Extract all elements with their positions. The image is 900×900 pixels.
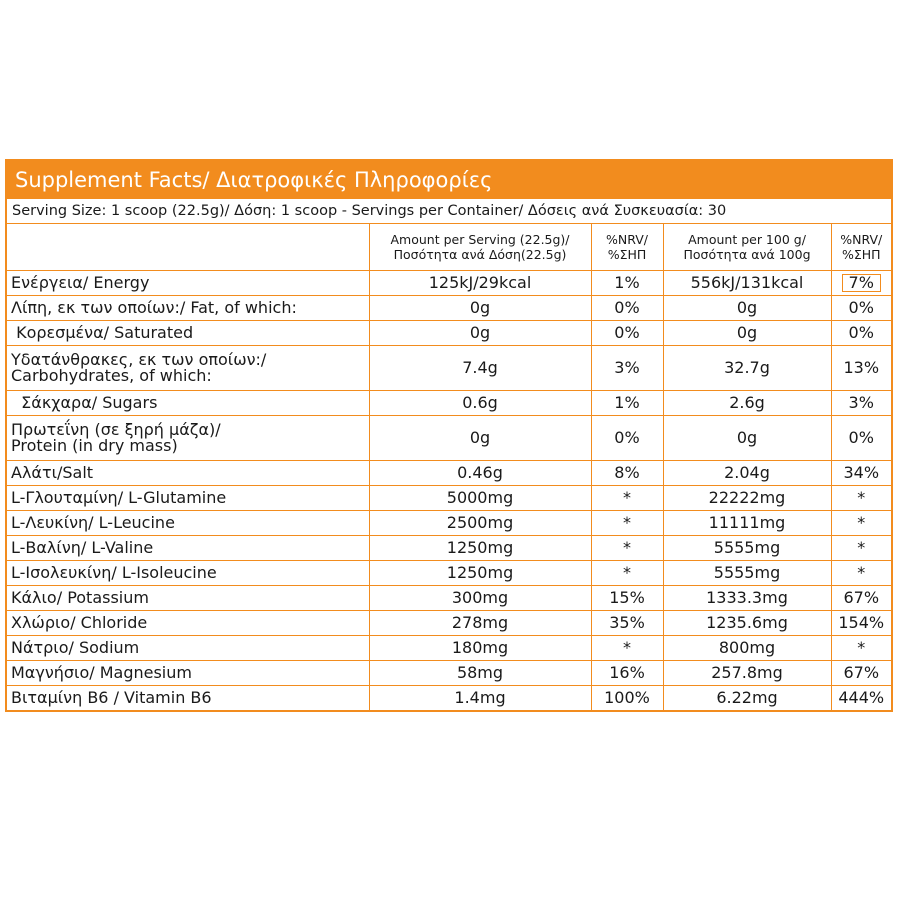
- amount-per-100g: [663, 561, 831, 586]
- nrv-per-100g-value: 444%: [838, 688, 885, 707]
- label-title: Supplement Facts/ Διατροφικές Πληροφορίες: [7, 161, 891, 199]
- nutrient-name-line1: Λίπη, εκ των οποίων:/ Fat, of which:: [11, 298, 297, 317]
- nrv-per-100g-value: 13%: [843, 358, 880, 377]
- amount-per-serving: [369, 296, 591, 321]
- header-per-serving-line1: Amount per Serving (22.5g)/: [390, 232, 570, 247]
- nutrient-name: [7, 321, 369, 346]
- amount-per-serving: [369, 661, 591, 686]
- nrv-per-serving: [591, 461, 663, 486]
- nrv-per-100g-value: 3%: [848, 393, 874, 412]
- nrv-per-100g-value: *: [857, 538, 866, 557]
- amount-per-100g-value: 2.04g: [724, 463, 770, 482]
- amount-per-serving-value: 0.6g: [462, 393, 498, 412]
- nrv-per-serving: [591, 346, 663, 391]
- nrv-per-serving: [591, 416, 663, 461]
- amount-per-100g-value: 556kJ/131kcal: [690, 273, 804, 292]
- nrv-per-100g: [831, 686, 891, 711]
- nrv-per-serving-value: *: [623, 488, 631, 507]
- nutrient-name: [7, 611, 369, 636]
- amount-per-100g: [663, 661, 831, 686]
- header-nrv-serving: [591, 224, 663, 271]
- amount-per-100g: [663, 686, 831, 711]
- nrv-per-100g-value: 7%: [842, 274, 881, 292]
- supplement-facts-label: [5, 159, 893, 712]
- nrv-per-100g: [831, 611, 891, 636]
- nutrient-name-line1: L-Ισολευκίνη/ L-Isoleucine: [11, 563, 217, 582]
- nrv-per-100g-value: *: [857, 563, 866, 582]
- amount-per-100g: [663, 486, 831, 511]
- nrv-per-serving: [591, 296, 663, 321]
- header-nrv-100g-line1: %NRV/: [840, 232, 883, 247]
- amount-per-100g: [663, 391, 831, 416]
- nutrient-name-line1: Κάλιο/ Potassium: [11, 588, 149, 607]
- amount-per-100g: [663, 511, 831, 536]
- amount-per-serving-value: 58mg: [456, 663, 504, 682]
- nrv-per-100g-value: 0%: [848, 323, 874, 342]
- amount-per-100g-value: 5555mg: [713, 563, 781, 582]
- nutrient-name: [7, 661, 369, 686]
- nutrient-name-line1: Βιταμίνη Β6 / Vitamin B6: [11, 688, 212, 707]
- nrv-per-serving: [591, 686, 663, 711]
- nrv-per-serving-value: 0%: [614, 298, 640, 317]
- table-row: [7, 586, 891, 611]
- nutrient-name: [7, 346, 369, 391]
- table-row: [7, 686, 891, 711]
- amount-per-100g-value: 1235.6mg: [706, 613, 788, 632]
- amount-per-serving: [369, 636, 591, 661]
- amount-per-serving-value: 0g: [469, 298, 491, 317]
- table-row: [7, 511, 891, 536]
- nrv-per-100g-value: 34%: [843, 463, 880, 482]
- nrv-per-serving: [591, 511, 663, 536]
- nutrient-name: [7, 296, 369, 321]
- nrv-per-100g: [831, 586, 891, 611]
- nutrient-name-line1: Σάκχαρα/ Sugars: [11, 393, 158, 412]
- amount-per-100g-value: 6.22mg: [716, 688, 778, 707]
- nutrient-name: [7, 536, 369, 561]
- nrv-per-serving: [591, 586, 663, 611]
- nrv-per-100g-value: *: [857, 488, 866, 507]
- nrv-per-100g: [831, 636, 891, 661]
- nutrient-name-line1: Ενέργεια/ Energy: [11, 273, 150, 292]
- nutrient-name-line1: Αλάτι/Salt: [11, 463, 94, 482]
- amount-per-100g: [663, 636, 831, 661]
- amount-per-100g: [663, 586, 831, 611]
- amount-per-serving-value: 5000mg: [446, 488, 514, 507]
- nutrient-name: [7, 561, 369, 586]
- nrv-per-serving: [591, 271, 663, 296]
- nutrient-name: [7, 461, 369, 486]
- amount-per-serving-value: 0.46g: [457, 463, 503, 482]
- amount-per-serving-value: 125kJ/29kcal: [428, 273, 532, 292]
- nrv-per-100g: [831, 486, 891, 511]
- amount-per-serving: [369, 461, 591, 486]
- amount-per-serving: [369, 686, 591, 711]
- amount-per-serving: [369, 271, 591, 296]
- amount-per-100g: [663, 346, 831, 391]
- amount-per-serving-value: 300mg: [451, 588, 509, 607]
- amount-per-serving: [369, 536, 591, 561]
- nrv-per-100g-value: *: [857, 513, 866, 532]
- amount-per-100g-value: 800mg: [718, 638, 776, 657]
- amount-per-100g: [663, 271, 831, 296]
- nutrient-name-line2: Carbohydrates, of which:: [11, 366, 212, 385]
- nrv-per-serving: [591, 536, 663, 561]
- nutrient-name-line2: Protein (in dry mass): [11, 436, 178, 455]
- nutrient-name-line1: Μαγνήσιο/ Magnesium: [11, 663, 192, 682]
- nrv-per-100g: [831, 461, 891, 486]
- amount-per-serving: [369, 586, 591, 611]
- nutrient-name: [7, 636, 369, 661]
- nutrient-name-line1: Κορεσμένα/ Saturated: [11, 323, 194, 342]
- nrv-per-100g-value: 67%: [843, 588, 880, 607]
- table-row: [7, 416, 891, 461]
- header-nrv-serving-line1: %NRV/: [606, 232, 648, 247]
- amount-per-serving: [369, 511, 591, 536]
- serving-info: Serving Size: 1 scoop (22.5g)/ Δόση: 1 scoop - Servings per Container/ Δόσεις ανά Συσκευασία: 30: [7, 199, 891, 224]
- nrv-per-serving: [591, 661, 663, 686]
- header-per-100g: [663, 224, 831, 271]
- nutrient-name: [7, 586, 369, 611]
- nrv-per-serving: [591, 561, 663, 586]
- amount-per-100g-value: 257.8mg: [711, 663, 783, 682]
- header-nrv-100g-line2: %ΣΗΠ: [841, 247, 881, 262]
- table-row: [7, 486, 891, 511]
- nrv-per-100g: [831, 416, 891, 461]
- nutrient-name-line1: L-Λευκίνη/ L-Leucine: [11, 513, 175, 532]
- amount-per-100g-value: 0g: [736, 428, 758, 447]
- amount-per-serving-value: 1250mg: [446, 563, 514, 582]
- nrv-per-serving-value: *: [623, 563, 631, 582]
- amount-per-100g-value: 0g: [736, 323, 758, 342]
- nrv-per-serving-value: 16%: [609, 663, 645, 682]
- table-row: [7, 391, 891, 416]
- nrv-per-serving-value: 1%: [614, 393, 640, 412]
- nrv-per-serving-value: 15%: [609, 588, 645, 607]
- table-row: [7, 321, 891, 346]
- nutrient-name-line1: Πρωτεΐνη (σε ξηρή μάζα)/: [11, 420, 221, 439]
- nrv-per-100g: [831, 561, 891, 586]
- nrv-per-100g: [831, 321, 891, 346]
- header-per-serving: [369, 224, 591, 271]
- amount-per-serving: [369, 416, 591, 461]
- amount-per-serving: [369, 561, 591, 586]
- table-row: [7, 561, 891, 586]
- amount-per-serving: [369, 346, 591, 391]
- nrv-per-serving: [591, 636, 663, 661]
- nrv-per-100g-value: 0%: [848, 298, 874, 317]
- nrv-per-serving: [591, 321, 663, 346]
- nrv-per-100g: [831, 271, 891, 296]
- nrv-per-serving-value: 3%: [614, 358, 640, 377]
- nrv-per-100g-value: 0%: [848, 428, 874, 447]
- amount-per-100g: [663, 536, 831, 561]
- nutrient-name: [7, 271, 369, 296]
- nrv-per-100g: [831, 661, 891, 686]
- nrv-per-serving-value: *: [623, 638, 631, 657]
- header-row: [7, 224, 891, 271]
- nutrient-name-line1: Νάτριο/ Sodium: [11, 638, 140, 657]
- nutrient-name: [7, 511, 369, 536]
- nutrient-name-line1: L-Βαλίνη/ L-Valine: [11, 538, 154, 557]
- table-row: [7, 661, 891, 686]
- table-row: [7, 536, 891, 561]
- table-row: [7, 271, 891, 296]
- table-row: [7, 346, 891, 391]
- amount-per-100g-value: 1333.3mg: [706, 588, 788, 607]
- nrv-per-serving: [591, 611, 663, 636]
- nrv-per-100g: [831, 391, 891, 416]
- amount-per-serving-value: 0g: [469, 323, 491, 342]
- nrv-per-serving-value: *: [623, 538, 631, 557]
- nutrient-name: [7, 416, 369, 461]
- nutrient-name-line1: Χλώριο/ Chloride: [11, 613, 148, 632]
- nutrient-name: [7, 391, 369, 416]
- nrv-per-100g-value: 154%: [838, 613, 885, 632]
- amount-per-serving-value: 7.4g: [462, 358, 498, 377]
- header-nutrient: [7, 224, 369, 271]
- amount-per-100g-value: 11111mg: [708, 513, 786, 532]
- table-row: [7, 636, 891, 661]
- nutrient-name-line1: Υδατάνθρακες, εκ των οποίων:/: [11, 350, 267, 369]
- amount-per-serving-value: 2500mg: [446, 513, 514, 532]
- nutrition-table: [7, 224, 891, 710]
- nrv-per-serving: [591, 486, 663, 511]
- amount-per-serving: [369, 391, 591, 416]
- amount-per-serving-value: 0g: [469, 428, 491, 447]
- amount-per-100g: [663, 416, 831, 461]
- amount-per-100g-value: 5555mg: [713, 538, 781, 557]
- nrv-per-100g-value: 67%: [843, 663, 880, 682]
- nrv-per-100g: [831, 296, 891, 321]
- amount-per-100g: [663, 461, 831, 486]
- header-per-serving-line2: Ποσότητα ανά Δόση(22.5g): [393, 247, 567, 262]
- amount-per-serving-value: 1.4mg: [454, 688, 506, 707]
- amount-per-serving-value: 180mg: [451, 638, 509, 657]
- nrv-per-100g: [831, 346, 891, 391]
- amount-per-100g: [663, 321, 831, 346]
- nutrient-name-line1: L-Γλουταμίνη/ L-Glutamine: [11, 488, 227, 507]
- amount-per-serving: [369, 321, 591, 346]
- nrv-per-serving-value: 0%: [614, 428, 640, 447]
- nrv-per-serving-value: *: [623, 513, 631, 532]
- amount-per-100g-value: 2.6g: [729, 393, 765, 412]
- table-row: [7, 296, 891, 321]
- amount-per-100g: [663, 611, 831, 636]
- header-nrv-serving-line2: %ΣΗΠ: [607, 247, 647, 262]
- table-row: [7, 611, 891, 636]
- table-row: [7, 461, 891, 486]
- amount-per-100g-value: 0g: [736, 298, 758, 317]
- amount-per-100g-value: 22222mg: [708, 488, 786, 507]
- amount-per-serving: [369, 486, 591, 511]
- header-per-100g-line1: Amount per 100 g/: [688, 232, 806, 247]
- amount-per-100g-value: 32.7g: [724, 358, 770, 377]
- header-per-100g-line2: Ποσότητα ανά 100g: [683, 247, 811, 262]
- nutrient-name: [7, 686, 369, 711]
- amount-per-serving: [369, 611, 591, 636]
- nutrient-name: [7, 486, 369, 511]
- amount-per-serving-value: 278mg: [451, 613, 509, 632]
- nrv-per-serving-value: 8%: [614, 463, 640, 482]
- nrv-per-serving-value: 1%: [614, 273, 640, 292]
- nrv-per-serving-value: 100%: [604, 688, 650, 707]
- nrv-per-serving-value: 35%: [609, 613, 645, 632]
- amount-per-100g: [663, 296, 831, 321]
- nrv-per-100g-value: *: [857, 638, 866, 657]
- nrv-per-serving: [591, 391, 663, 416]
- nrv-per-serving-value: 0%: [614, 323, 640, 342]
- header-nrv-100g: [831, 224, 891, 271]
- nrv-per-100g: [831, 511, 891, 536]
- nrv-per-100g: [831, 536, 891, 561]
- amount-per-serving-value: 1250mg: [446, 538, 514, 557]
